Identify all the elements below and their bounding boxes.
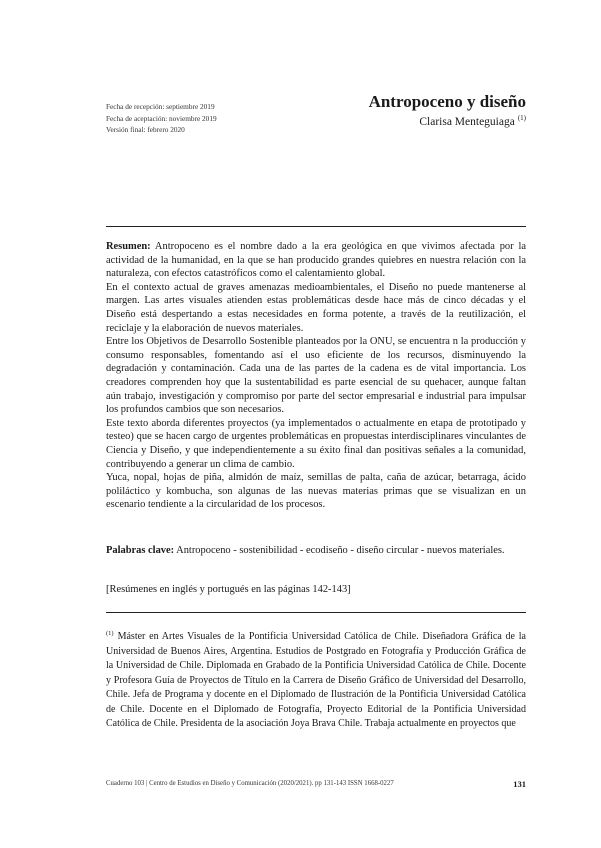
- abstract-paragraph-5: Yuca, nopal, hojas de piña, almidón de maíz, semillas de palta, caña de azúcar, betarraga, ácido poliláctico y kombucha, son algunas de las nuevas materias primas que se visualizan en un escenario tendiente a la circularidad de los procesos.: [106, 472, 526, 511]
- top-divider: [106, 226, 526, 227]
- abstract-text-1: Antropoceno es el nombre dado a la era geológica en que vivimos afectada por la actividad de la humanidad, en la que se han producido grandes quiebres en nuestra relación con la naturaleza, con efectos catastróficos como el calentamiento global.: [106, 241, 526, 280]
- abstract-paragraph-4: Este texto aborda diferentes proyectos (ya implementados o actualmente en etapa de prototipado y testeo) que se hacen cargo de urgentes problemáticas en propuestas interdisciplinares vinculantes de Ciencia y Diseño, y que independientemente a su éxito final dan positivas señales a la comunidad, contribuyendo a generar un clima de cambio.: [106, 417, 526, 470]
- author-line: [419, 114, 526, 128]
- accepted-date: Fecha de aceptación: noviembre 2019: [106, 113, 217, 123]
- translations-note: [Resúmenes en inglés y portugués en las páginas 142-143]: [106, 584, 351, 595]
- abstract: [106, 240, 526, 512]
- abstract-paragraph-1: [106, 240, 526, 281]
- footnote-text: Máster en Artes Visuales de la Pontificia Universidad Católica de Chile. Diseñadora Gráfica de la Universidad de Buenos Aires, Argentina. Estudios de Postgrado en Fotografía y Producción Gráfica de la Universidad de Chile. Diplomada en Grabado de la Pontificia Universidad Católica de Chile. Docente y Profesora Guía de Proyectos de Título en la Carrera de Diseño Gráfico de Universidad del Desarrollo, Chile. Jefa de Programa y docente en el Diplomado de Ilustración de la Pontificia Universidad Católica de Chile. Docente en el Diplomado de Fotografía, Proyecto Editorial de la Pontificia Universidad Católica de Chile. Presidenta de la asociación Joya Brava Chile. Trabaja actualmente en proyectos que: [106, 631, 526, 729]
- abstract-paragraph-2: En el contexto actual de graves amenazas medioambientales, el Diseño no puede mantenerse al margen. Las artes visuales atienden estas problemáticas desde hace más de cinco décadas y el Diseño está despertando a estas necesidades en forma potente, a través de la reutilización, el reciclaje y la elaboración de nuevos materiales.: [106, 281, 526, 334]
- keywords-label: Palabras clave:: [106, 545, 175, 556]
- author-name: Clarisa Menteguiaga: [419, 116, 515, 128]
- footnote-divider: [106, 612, 526, 613]
- article-title: Antropoceno y diseño: [368, 92, 526, 111]
- abstract-label: Resumen:: [106, 241, 151, 252]
- footnote-marker: (1): [106, 630, 114, 637]
- author-footnote: [106, 627, 526, 732]
- footer-citation: Cuaderno 103 | Centro de Estudios en Diseño y Comunicación (2020/2021). pp 131-143 ISSN 1668-0227: [106, 780, 394, 787]
- reception-dates: [106, 101, 217, 136]
- keywords-text: Antropoceno - sostenibilidad - ecodiseño - diseño circular - nuevos materiales.: [174, 545, 505, 556]
- abstract-paragraph-3: Entre los Objetivos de Desarrollo Sostenible planteados por la ONU, se encuentra n la producción y consumo responsables, fomentando así el uso eficiente de los recursos, disminuyendo la degradación y contaminación. Cada una de las partes de la cadena es de vital importancia. Los creadores comprenden hoy que la sustentabilidad es parte esencial de su quehacer, aunque faltan aún trabajo, investigación y compromiso por parte del sector empresarial e industrial para impulsar los profundos cambios que son necesarios.: [106, 336, 526, 416]
- final-version-date: Versión final: febrero 2020: [106, 125, 185, 135]
- keywords: [106, 544, 526, 558]
- author-note-marker: (1): [517, 114, 526, 122]
- received-date: Fecha de recepción: septiembre 2019: [106, 102, 215, 111]
- page-number: 131: [513, 779, 526, 789]
